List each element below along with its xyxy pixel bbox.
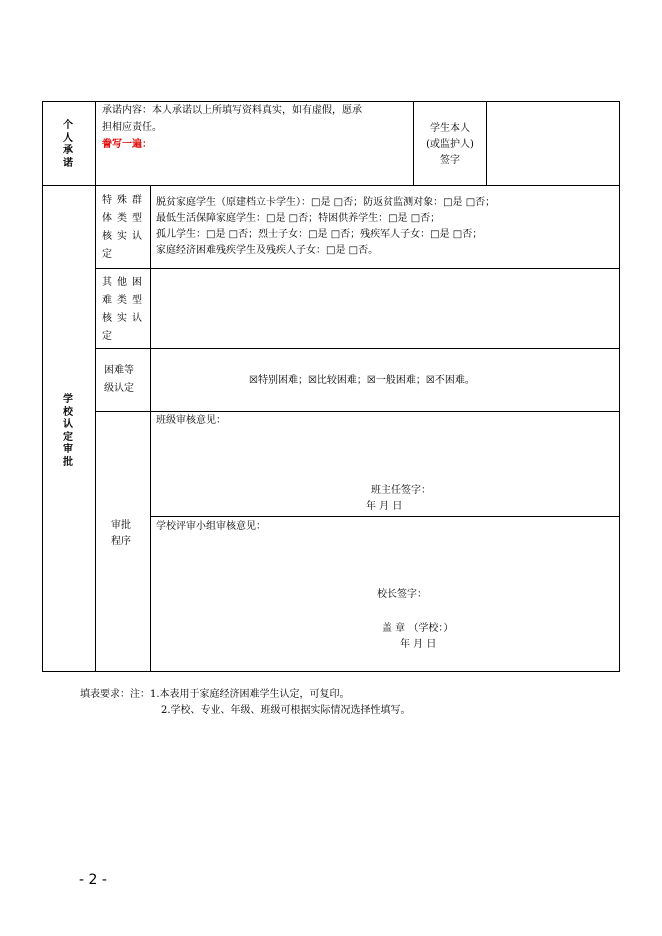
other-difficulty-label-3: 核实认 — [102, 313, 147, 324]
date-2: 年 月 日 — [400, 639, 437, 650]
signer-label-line2: (或监护人) — [426, 139, 474, 150]
seal-label: 盖 章 （学校：） — [382, 623, 454, 634]
signer-label-line3: 签字 — [440, 155, 460, 166]
teacher-sign-label: 班主任签字： — [371, 485, 431, 496]
promise-text-line1: 承诺内容：本人承诺以上所填写资料真实，如有虚假，愿承 — [102, 105, 362, 116]
special-group-line-4: 家庭经济困难残疾学生及残疾人子女：□是 □否。 — [156, 245, 379, 256]
other-difficulty-label-1: 其他困 — [102, 277, 147, 288]
other-difficulty-field[interactable] — [152, 270, 617, 346]
special-group-label-3: 核实认 — [102, 231, 147, 242]
special-group-line-2: 最低生活保障家庭学生：□是 □否；特困供养学生：□是 □否； — [156, 213, 441, 224]
level-label-2: 级认定 — [104, 383, 134, 394]
school-section-label: 学校认定审批 — [63, 394, 73, 468]
promise-section-label: 个人承诺 — [63, 120, 73, 169]
special-group-label-4: 定 — [102, 249, 112, 260]
special-group-line-1: 脱贫家庭学生（原建档立卡学生）：□是 □否；防返贫监测对象：□是 □否； — [156, 197, 496, 208]
notes-line-1: 填表要求：注：1.本表用于家庭经济困难学生认定，可复印。 — [80, 689, 350, 700]
page-number: - 2 - — [79, 872, 107, 888]
notes-line-2: 2.学校、专业、年级、班级可根据实际情况选择性填写。 — [161, 705, 411, 716]
level-options[interactable]: ☒特别困难；☒比较困难；☒一般困难；☒不困难。 — [249, 375, 475, 386]
level-label-1: 困难等 — [104, 365, 134, 376]
signature-field[interactable] — [488, 103, 617, 183]
approval-label-1: 审批 — [111, 520, 131, 531]
other-difficulty-label-2: 难类型 — [102, 295, 147, 306]
approval-label-2: 程序 — [111, 536, 131, 547]
special-group-label-1: 特殊群 — [102, 195, 147, 206]
principal-sign-label: 校长签字： — [377, 589, 427, 600]
other-difficulty-label-4: 定 — [102, 331, 112, 342]
promise-text-line2: 担相应责任。 — [102, 122, 162, 133]
special-group-line-3: 孤儿学生：□是 □否；烈士子女：□是 □否；残疾军人子女：□是 □否； — [156, 229, 483, 240]
class-opinion-label: 班级审核意见： — [156, 415, 226, 426]
signer-label-line1: 学生本人 — [430, 123, 470, 134]
school-opinion-label: 学校评审小组审核意见： — [156, 521, 266, 532]
special-group-label-2: 体类型 — [102, 213, 147, 224]
date-1: 年 月 日 — [366, 501, 403, 512]
copy-once-label: 誊写一遍： — [102, 139, 152, 150]
